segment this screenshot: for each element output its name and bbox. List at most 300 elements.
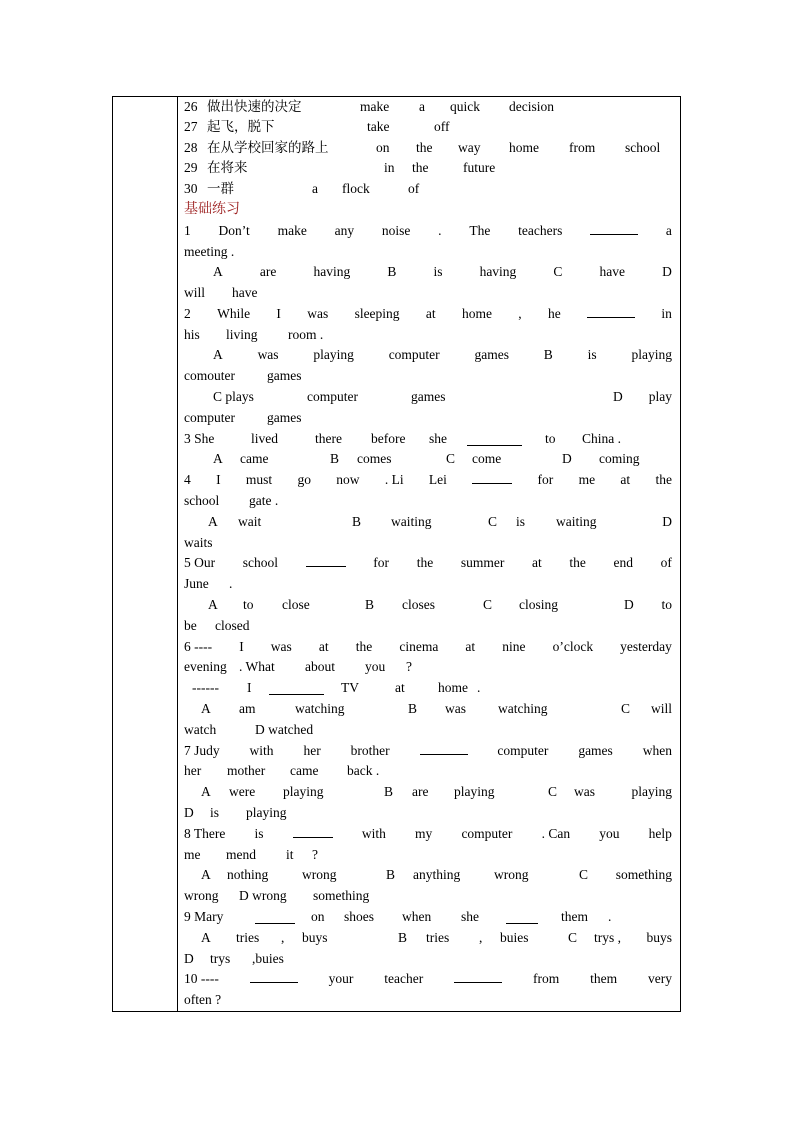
word: closing bbox=[519, 597, 558, 612]
word: teachers bbox=[518, 223, 563, 238]
word: school bbox=[242, 555, 279, 570]
answer-blank[interactable] bbox=[250, 969, 298, 983]
word: on bbox=[311, 909, 325, 924]
word: nine bbox=[502, 639, 526, 654]
word: ------ bbox=[192, 680, 219, 695]
q6-line-2 bbox=[184, 657, 672, 677]
q10-line-2 bbox=[184, 990, 672, 1010]
word: room . bbox=[288, 327, 324, 342]
q6-options bbox=[184, 699, 672, 719]
vocab-en-word: a bbox=[312, 181, 318, 196]
option-letter: D bbox=[184, 951, 194, 966]
vocab-en-word: on bbox=[376, 140, 390, 155]
word: waiting bbox=[556, 514, 597, 529]
word: was bbox=[574, 784, 595, 799]
vocab-cn: 起飞，脱下 bbox=[207, 119, 275, 134]
word: the bbox=[569, 555, 586, 570]
word: will bbox=[650, 701, 672, 716]
word: the bbox=[655, 472, 672, 487]
word: comouter bbox=[184, 368, 235, 383]
word: at bbox=[531, 555, 542, 570]
word: summer bbox=[460, 555, 505, 570]
word: in bbox=[661, 306, 672, 321]
word: something bbox=[615, 867, 672, 882]
word: . bbox=[608, 909, 612, 924]
word: was bbox=[257, 347, 279, 362]
word: me bbox=[184, 847, 201, 862]
word: watch bbox=[184, 722, 217, 737]
q6-options-2 bbox=[184, 720, 672, 740]
word: he bbox=[548, 306, 561, 321]
option-letter: C bbox=[553, 264, 563, 279]
option-letter: C bbox=[483, 597, 493, 612]
word: came bbox=[240, 451, 269, 466]
q9-line bbox=[184, 907, 672, 927]
q5-line bbox=[184, 553, 672, 573]
word: came bbox=[290, 763, 319, 778]
word: games bbox=[267, 368, 302, 383]
q5-line-2 bbox=[184, 574, 672, 594]
word: D watched bbox=[255, 722, 314, 737]
word: of bbox=[660, 555, 672, 570]
word: mother bbox=[227, 763, 266, 778]
word: at bbox=[395, 680, 405, 695]
option-letter: A bbox=[213, 451, 223, 466]
word: make bbox=[277, 223, 307, 238]
vocab-en-word: decision bbox=[509, 99, 554, 114]
word: C plays bbox=[213, 389, 254, 404]
word: a bbox=[665, 223, 672, 238]
word: back . bbox=[347, 763, 380, 778]
word: 7 Judy bbox=[184, 743, 220, 758]
word: 9 Mary bbox=[184, 909, 224, 924]
word: games bbox=[411, 389, 446, 404]
word: trys , bbox=[594, 930, 621, 945]
word: . bbox=[229, 576, 233, 591]
word: to bbox=[545, 431, 556, 446]
option-letter: D bbox=[562, 451, 572, 466]
option-letter: B bbox=[330, 451, 340, 466]
word: . bbox=[477, 680, 481, 695]
vocab-en-word: make bbox=[360, 99, 390, 114]
word: there bbox=[315, 431, 342, 446]
vocab-en-word: off bbox=[434, 119, 450, 134]
word: playing bbox=[454, 784, 495, 799]
vocab-en-word: school bbox=[625, 140, 661, 155]
word: she bbox=[429, 431, 447, 446]
answer-blank[interactable] bbox=[420, 741, 468, 755]
word: closes bbox=[402, 597, 435, 612]
word: with bbox=[249, 743, 274, 758]
word: 3 She bbox=[184, 431, 215, 446]
word: end bbox=[613, 555, 633, 570]
word: wrong bbox=[494, 867, 529, 882]
word: playing bbox=[246, 805, 287, 820]
word: must bbox=[245, 472, 273, 487]
word: living bbox=[226, 327, 258, 342]
answer-blank[interactable] bbox=[255, 910, 295, 924]
word: gate . bbox=[249, 493, 279, 508]
word: trys bbox=[210, 951, 231, 966]
word: her bbox=[184, 763, 202, 778]
word: computer bbox=[461, 826, 513, 841]
option-letter: B bbox=[398, 930, 408, 945]
q1-options bbox=[213, 262, 672, 282]
word: playing bbox=[631, 347, 672, 362]
word: computer bbox=[307, 389, 358, 404]
word: . What bbox=[239, 659, 275, 674]
word: coming bbox=[599, 451, 640, 466]
word: lived bbox=[251, 431, 278, 446]
option-letter: A bbox=[208, 597, 218, 612]
option-letter: A bbox=[201, 784, 211, 799]
vocab-en-word: a bbox=[419, 99, 425, 114]
word: you bbox=[365, 659, 386, 674]
option-letter: D bbox=[662, 264, 672, 279]
word: about bbox=[305, 659, 335, 674]
word: anything bbox=[413, 867, 461, 882]
word: having bbox=[479, 264, 517, 279]
word: . bbox=[230, 244, 235, 259]
vocab-line-28 bbox=[184, 138, 672, 158]
q2-options-4 bbox=[184, 408, 672, 428]
word: , bbox=[479, 930, 483, 945]
word: often ? bbox=[184, 992, 222, 1007]
q2-options-2 bbox=[184, 366, 672, 386]
option-letter: A bbox=[213, 264, 223, 279]
q5-options-2 bbox=[184, 616, 672, 636]
option-letter: A bbox=[201, 930, 211, 945]
word: . Can bbox=[541, 826, 571, 841]
word: 1 bbox=[184, 223, 191, 238]
word: wait bbox=[238, 514, 262, 529]
word: you bbox=[599, 826, 620, 841]
word: computer bbox=[184, 410, 235, 425]
word: tries bbox=[426, 930, 450, 945]
word: playing bbox=[313, 347, 354, 362]
word: China . bbox=[582, 431, 621, 446]
option-letter: C bbox=[488, 514, 498, 529]
word: sleeping bbox=[354, 306, 400, 321]
word: wrong bbox=[184, 888, 219, 903]
q7-line-2 bbox=[184, 761, 672, 781]
word: when bbox=[402, 909, 432, 924]
q4-options-2 bbox=[184, 533, 672, 553]
word: ? bbox=[312, 847, 318, 862]
word: D wrong bbox=[239, 888, 287, 903]
word: I bbox=[247, 680, 252, 695]
q8-line bbox=[184, 824, 672, 844]
word: close bbox=[282, 597, 310, 612]
vocab-en-word: of bbox=[408, 181, 420, 196]
word: computer bbox=[388, 347, 440, 362]
q9-options bbox=[184, 928, 672, 948]
word: be bbox=[184, 618, 197, 633]
vocab-en-word: home bbox=[509, 140, 539, 155]
word: have bbox=[232, 285, 258, 300]
option-letter: C bbox=[446, 451, 456, 466]
word: o’clock bbox=[552, 639, 594, 654]
option-letter: C bbox=[568, 930, 578, 945]
word: 8 There bbox=[184, 826, 226, 841]
word: play bbox=[648, 389, 672, 404]
option-letter: B bbox=[365, 597, 375, 612]
word: watching bbox=[498, 701, 548, 716]
vocab-cn: 在从学校回家的路上 bbox=[207, 140, 329, 155]
word: are bbox=[412, 784, 429, 799]
word: with bbox=[361, 826, 386, 841]
word: the bbox=[355, 639, 373, 654]
option-letter: C bbox=[548, 784, 558, 799]
vocab-cn: 一群 bbox=[207, 181, 234, 196]
word: at bbox=[620, 472, 631, 487]
option-letter: A bbox=[213, 347, 223, 362]
answer-blank[interactable] bbox=[590, 221, 638, 235]
word: Lei bbox=[428, 472, 447, 487]
vocab-line-30 bbox=[184, 179, 672, 199]
word: was bbox=[445, 701, 466, 716]
option-letter: A bbox=[208, 514, 218, 529]
word: before bbox=[371, 431, 406, 446]
vocab-num: 28 bbox=[184, 140, 198, 155]
word: tries bbox=[236, 930, 260, 945]
word: watching bbox=[295, 701, 345, 716]
word: his bbox=[184, 327, 200, 342]
word: from bbox=[532, 971, 560, 986]
word: home bbox=[438, 680, 468, 695]
q2-line bbox=[184, 304, 672, 324]
word: when bbox=[642, 743, 672, 758]
word: While bbox=[217, 306, 251, 321]
q1-line-2 bbox=[184, 242, 672, 262]
option-letter: D bbox=[613, 389, 623, 404]
word: my bbox=[415, 826, 433, 841]
q2-options bbox=[213, 345, 672, 365]
word: were bbox=[229, 784, 256, 799]
word: , bbox=[281, 930, 285, 945]
word: I bbox=[276, 306, 281, 321]
word: 10 ---- bbox=[184, 971, 219, 986]
q2-line-2 bbox=[184, 325, 672, 345]
word: buys bbox=[646, 930, 672, 945]
q5-options bbox=[184, 595, 672, 615]
q10-line bbox=[184, 969, 672, 989]
option-letter: B bbox=[384, 784, 394, 799]
word: is bbox=[516, 514, 526, 529]
word: having bbox=[313, 264, 351, 279]
word: games bbox=[267, 410, 302, 425]
option-letter: D bbox=[624, 597, 634, 612]
q8-options bbox=[184, 865, 672, 885]
word: at bbox=[425, 306, 436, 321]
word: to bbox=[243, 597, 254, 612]
word: is bbox=[210, 805, 220, 820]
word: it bbox=[286, 847, 294, 862]
vocab-en-word: in bbox=[384, 160, 395, 175]
word: closed bbox=[215, 618, 250, 633]
answer-blank[interactable] bbox=[587, 304, 635, 318]
answer-blank[interactable] bbox=[506, 910, 538, 924]
option-letter: D bbox=[184, 805, 194, 820]
section-title: 基础练习 bbox=[184, 202, 240, 217]
word: me bbox=[578, 472, 596, 487]
vocab-num: 27 bbox=[184, 119, 198, 134]
word: am bbox=[239, 701, 256, 716]
answer-blank[interactable] bbox=[293, 824, 333, 838]
option-letter: C bbox=[621, 701, 631, 716]
word: come bbox=[472, 451, 502, 466]
vocab-en-word: quick bbox=[450, 99, 480, 114]
word: at bbox=[318, 639, 329, 654]
option-letter: B bbox=[352, 514, 362, 529]
vocab-num: 29 bbox=[184, 160, 198, 175]
vocab-line-26 bbox=[184, 97, 672, 117]
word: I bbox=[239, 639, 244, 654]
word: June bbox=[184, 576, 209, 591]
word: I bbox=[216, 472, 221, 487]
word: computer bbox=[497, 743, 549, 758]
word: noise bbox=[381, 223, 411, 238]
option-letter: B bbox=[408, 701, 418, 716]
q6-line-3 bbox=[184, 678, 672, 698]
vocab-en-word: way bbox=[458, 140, 481, 155]
vocab-en-word: from bbox=[569, 140, 596, 155]
q8-line-2 bbox=[184, 845, 672, 865]
word: her bbox=[303, 743, 321, 758]
word: games bbox=[578, 743, 613, 758]
vocab-cn: 在将来 bbox=[207, 160, 248, 175]
word: something bbox=[313, 888, 370, 903]
option-letter: B bbox=[386, 867, 396, 882]
word: waits bbox=[184, 535, 213, 550]
word: to bbox=[661, 597, 672, 612]
word: for bbox=[373, 555, 390, 570]
word: 4 bbox=[184, 472, 191, 487]
vocab-cn: 做出快速的决定 bbox=[207, 99, 302, 114]
q9-options-2 bbox=[184, 949, 672, 969]
answer-blank[interactable] bbox=[472, 470, 512, 484]
word: nothing bbox=[227, 867, 269, 882]
word: will bbox=[184, 285, 206, 300]
word: them bbox=[561, 909, 588, 924]
word: cinema bbox=[399, 639, 439, 654]
word: your bbox=[328, 971, 354, 986]
vocab-line-29 bbox=[184, 158, 672, 178]
word: 5 Our bbox=[184, 555, 216, 570]
word: at bbox=[465, 639, 476, 654]
word: are bbox=[259, 264, 277, 279]
word: home bbox=[461, 306, 492, 321]
q2-options-3 bbox=[184, 387, 672, 407]
q7-options-2 bbox=[184, 803, 672, 823]
word: was bbox=[307, 306, 329, 321]
column-divider bbox=[177, 97, 178, 1011]
word: she bbox=[461, 909, 479, 924]
q3-options bbox=[184, 449, 672, 469]
q4-line-2 bbox=[184, 491, 672, 511]
word: . Li bbox=[384, 472, 404, 487]
word: have bbox=[599, 264, 626, 279]
vocab-en-word: the bbox=[416, 140, 433, 155]
word: is bbox=[587, 347, 597, 362]
word: for bbox=[537, 472, 554, 487]
word: the bbox=[416, 555, 434, 570]
word: playing bbox=[631, 784, 672, 799]
word: The bbox=[469, 223, 491, 238]
word: comes bbox=[357, 451, 392, 466]
word: 2 bbox=[184, 306, 191, 321]
q7-line bbox=[184, 741, 672, 761]
word: ,buies bbox=[252, 951, 284, 966]
word: is bbox=[254, 826, 264, 841]
word: school bbox=[184, 493, 220, 508]
vocab-en-word: the bbox=[412, 160, 429, 175]
word: buys bbox=[302, 930, 328, 945]
q6-line bbox=[184, 637, 672, 657]
q7-options bbox=[184, 782, 672, 802]
word: wrong bbox=[302, 867, 337, 882]
word: brother bbox=[350, 743, 390, 758]
vocab-en-word: future bbox=[463, 160, 496, 175]
q1-options-2 bbox=[184, 283, 672, 303]
word: games bbox=[474, 347, 509, 362]
word: meeting bbox=[184, 244, 228, 259]
word: very bbox=[647, 971, 672, 986]
word: shoes bbox=[344, 909, 374, 924]
word: ? bbox=[406, 659, 412, 674]
q3-line bbox=[184, 429, 672, 449]
word: go bbox=[297, 472, 311, 487]
answer-blank[interactable] bbox=[467, 432, 522, 446]
word: was bbox=[270, 639, 292, 654]
word: any bbox=[334, 223, 355, 238]
answer-blank[interactable] bbox=[306, 553, 346, 567]
word: , bbox=[518, 306, 522, 321]
word: evening bbox=[184, 659, 227, 674]
option-letter: B bbox=[387, 264, 397, 279]
vocab-line-27 bbox=[184, 117, 672, 137]
word: buies bbox=[500, 930, 529, 945]
vocab-num: 26 bbox=[184, 99, 198, 114]
word: Don’t bbox=[218, 223, 250, 238]
option-letter: D bbox=[662, 514, 672, 529]
word: teacher bbox=[384, 971, 424, 986]
word: is bbox=[433, 264, 443, 279]
option-letter: A bbox=[201, 867, 211, 882]
word: 6 ---- bbox=[184, 639, 213, 654]
word: yesterday bbox=[620, 639, 672, 654]
answer-blank[interactable] bbox=[269, 681, 324, 695]
vocab-en-word: take bbox=[367, 119, 390, 134]
vocab-num: 30 bbox=[184, 181, 198, 196]
option-letter: A bbox=[201, 701, 211, 716]
q4-line bbox=[184, 470, 672, 490]
option-letter: B bbox=[543, 347, 553, 362]
vocab-en-word: flock bbox=[342, 181, 370, 196]
word: . bbox=[438, 223, 442, 238]
word: playing bbox=[283, 784, 324, 799]
q8-options-2 bbox=[184, 886, 672, 906]
word: them bbox=[590, 971, 618, 986]
word: mend bbox=[226, 847, 256, 862]
answer-blank[interactable] bbox=[454, 969, 502, 983]
word: now bbox=[336, 472, 360, 487]
option-letter: C bbox=[579, 867, 589, 882]
q1-line bbox=[184, 221, 672, 241]
word: waiting bbox=[391, 514, 432, 529]
word: help bbox=[648, 826, 672, 841]
q4-options bbox=[184, 512, 672, 532]
